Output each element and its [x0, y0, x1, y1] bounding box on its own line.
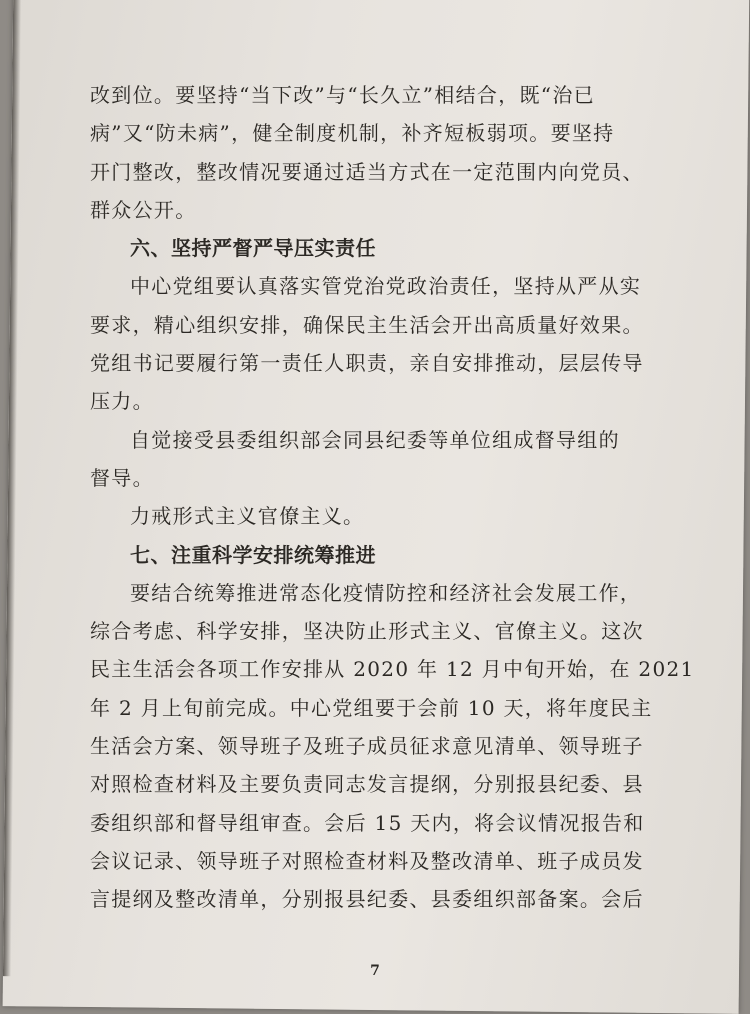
- text-line: 压力。: [90, 389, 154, 414]
- text-line: 改到位。要坚持“当下改”与“长久立”相结合，既“治已: [90, 83, 595, 107]
- text-line: 力戒形式主义官僚主义。: [130, 504, 365, 529]
- text-line: 委组织部和督导组审查。会后 15 天内，将会议情况报告和: [90, 810, 645, 835]
- text-line: 言提纲及整改清单，分别报县纪委、县委组织部备案。会后: [90, 887, 644, 912]
- text-line: 开门整改，整改情况要通过适当方式在一定范围内向党员、: [90, 159, 644, 184]
- text-line: 生活会方案、领导班子及班子成员征求意见清单、领导班子: [90, 734, 644, 759]
- text-line: 督导。: [90, 465, 154, 490]
- text-line: 综合考虑、科学安排，坚决防止形式主义、官僚主义。这次: [90, 619, 644, 644]
- page-edge-shadow: [3, 0, 21, 976]
- page-number: 7: [370, 963, 380, 979]
- text-line: 对照检查材料及主要负责同志发言提纲，分别报县纪委、县: [90, 772, 644, 797]
- text-line: 会议记录、领导班子对照检查材料及整改清单、班子成员发: [90, 848, 644, 873]
- document-body: [90, 76, 695, 919]
- text-line: 要结合统筹推进常态化疫情防控和经济社会发展工作，: [130, 580, 642, 605]
- text-line: 病”又“防未病”，健全制度机制，补齐短板弱项。要坚持: [90, 121, 615, 146]
- section-heading-6: 六、坚持严督严导压实责任: [130, 236, 376, 261]
- section-heading-7: 七、注重科学安排统筹推进: [130, 542, 376, 567]
- text-line: 群众公开。: [90, 197, 197, 222]
- text-line: 中心党组要认真落实管党治党政治责任，坚持从严从实: [130, 274, 642, 299]
- text-line: 民主生活会各项工作安排从 2020 年 12 月中旬开始，在 2021: [90, 657, 695, 682]
- text-line: 党组书记要履行第一责任人职责，亲自安排推动，层层传导: [90, 351, 644, 376]
- text-line: 年 2 月上旬前完成。中心党组要于会前 10 天，将年度民主: [90, 695, 653, 720]
- text-line: 要求，精心组织安排，确保民主生活会开出高质量好效果。: [90, 312, 644, 337]
- text-line: 自觉接受县委组织部会同县纪委等单位组成督导组的: [130, 427, 620, 452]
